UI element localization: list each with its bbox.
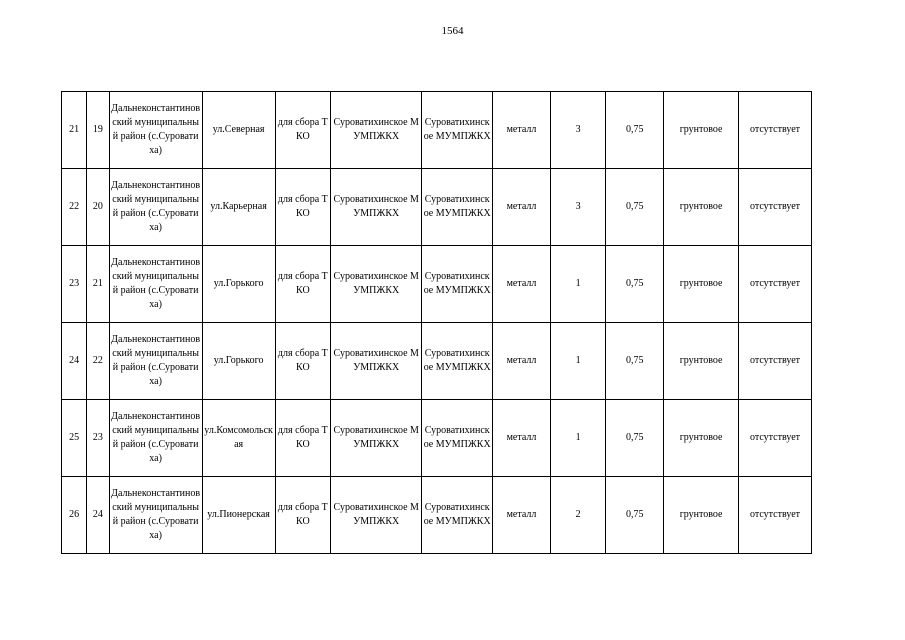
operator-cell: Суроватихинское МУМПЖКХ [422,246,493,323]
owner-cell: Суроватихинское МУМПЖКХ [331,400,422,477]
purpose-cell: для сбора ТКО [275,323,331,400]
material-cell: металл [493,323,551,400]
fence-cell: отсутствует [739,477,812,554]
volume-cell: 0,75 [606,323,664,400]
table-body [62,92,812,554]
street-cell: ул.Горького [202,323,275,400]
street-cell: ул.Горького [202,246,275,323]
container-count-cell: 1 [550,323,606,400]
surface-cell: грунтовое [664,400,739,477]
fence-cell: отсутствует [739,92,812,169]
material-cell: металл [493,92,551,169]
table-row [62,92,812,169]
row-number-cell: 21 [62,92,87,169]
purpose-cell: для сбора ТКО [275,92,331,169]
table-row [62,323,812,400]
surface-cell: грунтовое [664,246,739,323]
purpose-cell: для сбора ТКО [275,246,331,323]
fence-cell: отсутствует [739,246,812,323]
street-cell: ул.Комсомольская [202,400,275,477]
site-id-cell: 24 [87,477,109,554]
volume-cell: 0,75 [606,246,664,323]
fence-cell: отсутствует [739,323,812,400]
surface-cell: грунтовое [664,477,739,554]
container-count-cell: 3 [550,92,606,169]
site-id-cell: 22 [87,323,109,400]
district-cell: Дальнеконстантиновский муниципальный район (с.Суроватиха) [109,92,202,169]
street-cell: ул.Северная [202,92,275,169]
site-id-cell: 21 [87,246,109,323]
owner-cell: Суроватихинское МУМПЖКХ [331,246,422,323]
fence-cell: отсутствует [739,400,812,477]
purpose-cell: для сбора ТКО [275,169,331,246]
district-cell: Дальнеконстантиновский муниципальный район (с.Суроватиха) [109,477,202,554]
waste-sites-table [61,91,812,554]
page-number: 1564 [441,25,464,37]
table-row [62,169,812,246]
material-cell: металл [493,169,551,246]
fence-cell: отсутствует [739,169,812,246]
operator-cell: Суроватихинское МУМПЖКХ [422,477,493,554]
owner-cell: Суроватихинское МУМПЖКХ [331,92,422,169]
table-row [62,477,812,554]
material-cell: металл [493,400,551,477]
row-number-cell: 23 [62,246,87,323]
operator-cell: Суроватихинское МУМПЖКХ [422,92,493,169]
volume-cell: 0,75 [606,477,664,554]
container-count-cell: 1 [550,246,606,323]
owner-cell: Суроватихинское МУМПЖКХ [331,477,422,554]
surface-cell: грунтовое [664,169,739,246]
owner-cell: Суроватихинское МУМПЖКХ [331,169,422,246]
table-row [62,400,812,477]
surface-cell: грунтовое [664,323,739,400]
volume-cell: 0,75 [606,400,664,477]
material-cell: металл [493,477,551,554]
district-cell: Дальнеконстантиновский муниципальный район (с.Суроватиха) [109,400,202,477]
volume-cell: 0,75 [606,169,664,246]
surface-cell: грунтовое [664,92,739,169]
row-number-cell: 26 [62,477,87,554]
container-count-cell: 3 [550,169,606,246]
owner-cell: Суроватихинское МУМПЖКХ [331,323,422,400]
material-cell: металл [493,246,551,323]
site-id-cell: 19 [87,92,109,169]
volume-cell: 0,75 [606,92,664,169]
purpose-cell: для сбора ТКО [275,400,331,477]
operator-cell: Суроватихинское МУМПЖКХ [422,400,493,477]
row-number-cell: 24 [62,323,87,400]
container-count-cell: 2 [550,477,606,554]
purpose-cell: для сбора ТКО [275,477,331,554]
district-cell: Дальнеконстантиновский муниципальный район (с.Суроватиха) [109,169,202,246]
site-id-cell: 23 [87,400,109,477]
table-row [62,246,812,323]
district-cell: Дальнеконстантиновский муниципальный район (с.Суроватиха) [109,323,202,400]
street-cell: ул.Карьерная [202,169,275,246]
operator-cell: Суроватихинское МУМПЖКХ [422,323,493,400]
district-cell: Дальнеконстантиновский муниципальный район (с.Суроватиха) [109,246,202,323]
row-number-cell: 25 [62,400,87,477]
container-count-cell: 1 [550,400,606,477]
street-cell: ул.Пионерская [202,477,275,554]
operator-cell: Суроватихинское МУМПЖКХ [422,169,493,246]
row-number-cell: 22 [62,169,87,246]
site-id-cell: 20 [87,169,109,246]
